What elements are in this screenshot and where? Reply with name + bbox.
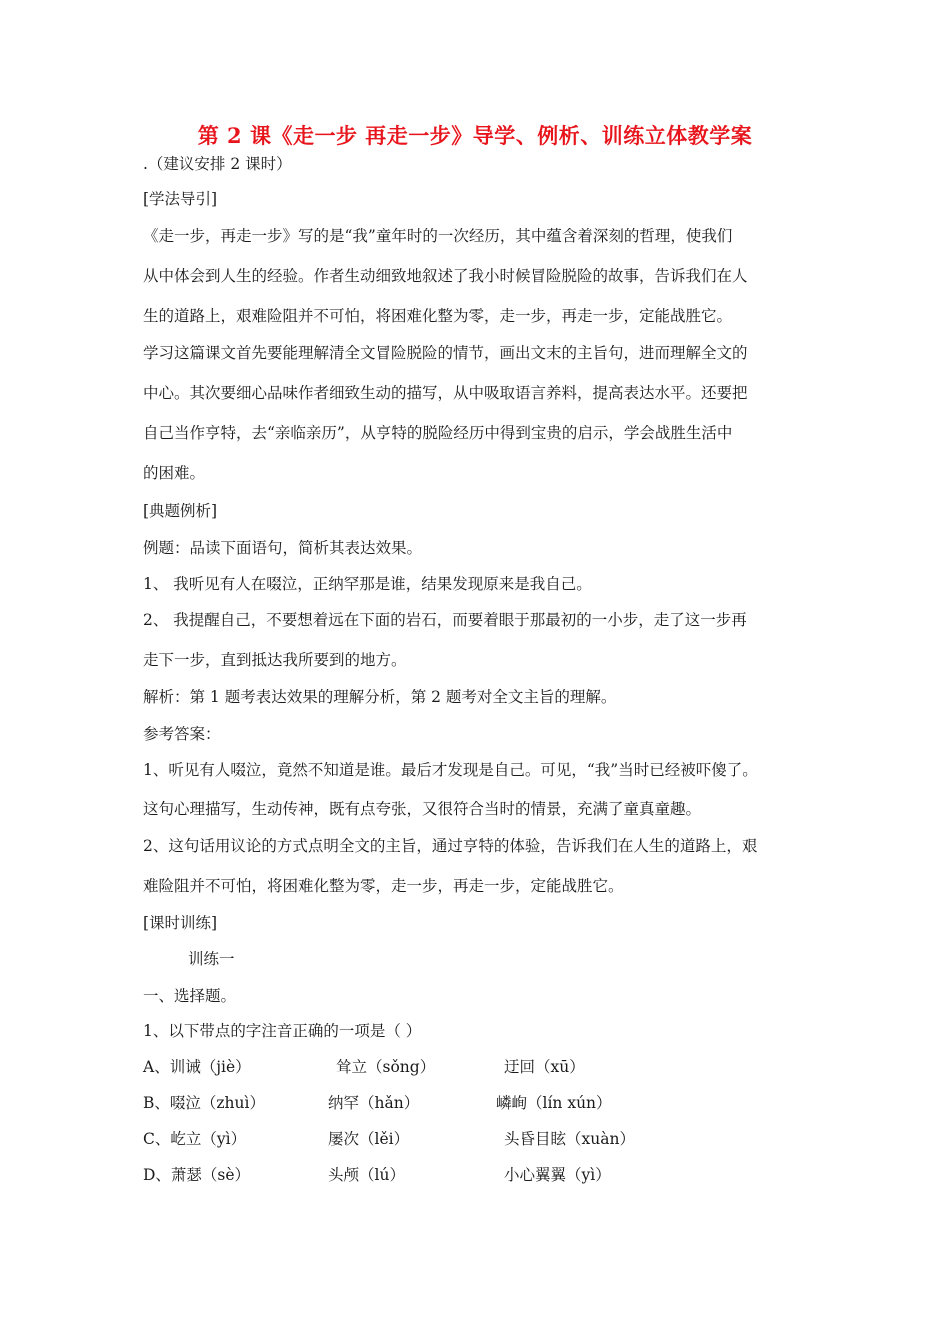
section-heading-example: [典题例析] [143, 502, 218, 520]
option-d-item1: D、萧瑟（sè） [143, 1166, 251, 1184]
option-b-item2: 纳罕（hǎn） [328, 1094, 420, 1112]
paragraph-line: 学习这篇课文首先要能理解清全文冒险脱险的情节，画出文末的主旨句，进而理解全文的 [143, 344, 748, 362]
paragraph-line: 生的道路上，艰难险阻并不可怕，将困难化整为零，走一步，再走一步，定能战胜它。 [143, 307, 733, 325]
option-c-item3: 头昏目眩（xuàn） [504, 1130, 635, 1148]
answer-line: 1、听见有人啜泣，竟然不知道是谁。最后才发现是自己。可见，“我”当时已经被吓傻了。 [143, 761, 758, 779]
question-text: 1、以下带点的字注音正确的一项是（ ） [143, 1022, 422, 1040]
option-b-item1: B、啜泣（zhuì） [143, 1094, 265, 1112]
answer-line: 难险阻并不可怕，将困难化整为零，走一步，再走一步，定能战胜它。 [143, 877, 624, 895]
example-item: 1、 我听见有人在啜泣，正纳罕那是谁，结果发现原来是我自己。 [143, 575, 592, 593]
example-item: 走下一步，直到抵达我所要到的地方。 [143, 651, 407, 669]
paragraph-line: 中心。其次要细心品味作者细致生动的描写，从中吸取语言养料，提高表达水平。还要把 [143, 384, 748, 402]
section-heading-study-guide: [学法导引] [143, 190, 218, 208]
class-hours-note: .（建议安排 2 课时） [143, 155, 292, 173]
example-item: 2、 我提醒自己，不要想着远在下面的岩石，而要着眼于那最初的一小步，走了这一步再 [143, 611, 747, 629]
option-a-item2: 耸立（sǒng） [336, 1058, 436, 1076]
paragraph-line: 的困难。 [143, 464, 206, 482]
option-c-item2: 屡次（lěi） [328, 1130, 410, 1148]
option-a-item3: 迂回（xū） [504, 1058, 585, 1076]
answer-heading: 参考答案： [143, 725, 221, 743]
option-c-item1: C、屹立（yì） [143, 1130, 247, 1148]
analysis-text: 解析：第 1 题考表达效果的理解分析，第 2 题考对全文主旨的理解。 [143, 688, 617, 706]
paragraph-line: 从中体会到人生的经验。作者生动细致地叙述了我小时候冒险脱险的故事，告诉我们在人 [143, 267, 748, 285]
answer-line: 2、这句话用议论的方式点明全文的主旨，通过亨特的体验，告诉我们在人生的道路上，艰 [143, 837, 758, 855]
paragraph-line: 自己当作亨特，去“亲临亲历”，从亨特的脱险经历中得到宝贵的启示，学会战胜生活中 [143, 424, 733, 442]
question-section-heading: 一、选择题。 [143, 987, 237, 1005]
option-d-item2: 头颅（lú） [328, 1166, 405, 1184]
answer-line: 这句心理描写，生动传神，既有点夸张，又很符合当时的情景，充满了童真童趣。 [143, 800, 702, 818]
document-title: 第 2 课《走一步 再走一步》导学、例析、训练立体教学案 [197, 123, 753, 148]
option-b-item3: 嶙峋（lín xún） [496, 1094, 612, 1112]
option-a-item1: A、训诫（jiè） [143, 1058, 251, 1076]
paragraph-line: 《走一步，再走一步》写的是“我”童年时的一次经历，其中蕴含着深刻的哲理，使我们 [143, 227, 733, 245]
section-heading-training: [课时训练] [143, 914, 218, 932]
option-d-item3: 小心翼翼（yì） [504, 1166, 611, 1184]
example-prompt: 例题：品读下面语句，简析其表达效果。 [143, 539, 423, 557]
training-subheading: 训练一 [188, 950, 235, 968]
